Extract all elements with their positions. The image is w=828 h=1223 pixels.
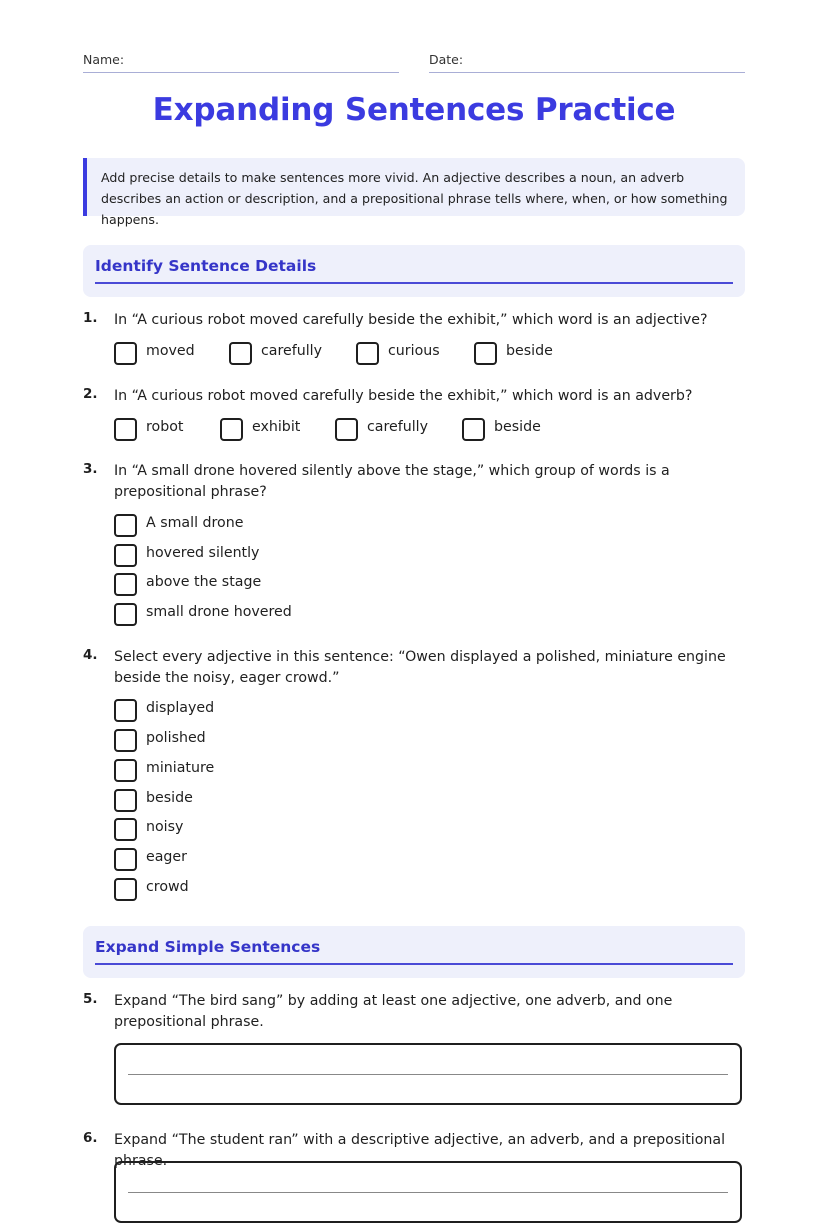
question-number: 3. bbox=[83, 461, 98, 477]
option-label: curious bbox=[388, 343, 440, 359]
question-number: 4. bbox=[83, 647, 98, 663]
header-fields bbox=[83, 52, 745, 74]
answer-line bbox=[128, 1192, 728, 1193]
checkbox[interactable] bbox=[114, 514, 137, 537]
checkbox[interactable] bbox=[114, 818, 137, 841]
checkbox[interactable] bbox=[114, 573, 137, 596]
date-label: Date: bbox=[429, 52, 464, 67]
option-label: A small drone bbox=[146, 515, 244, 531]
section-title: Identify Sentence Details bbox=[95, 255, 733, 284]
question-text: In “A small drone hovered silently above the stage,” which group of words is a prepositional phrase? bbox=[114, 463, 670, 500]
option-label: noisy bbox=[146, 819, 184, 835]
answer-line bbox=[128, 1074, 728, 1075]
checkbox[interactable] bbox=[114, 878, 137, 901]
option-label: miniature bbox=[146, 760, 215, 776]
option-label: beside bbox=[506, 343, 553, 359]
option-label: exhibit bbox=[252, 419, 301, 435]
checkbox[interactable] bbox=[114, 848, 137, 871]
option-label: moved bbox=[146, 343, 195, 359]
checkbox[interactable] bbox=[114, 342, 137, 365]
checkbox[interactable] bbox=[114, 544, 137, 567]
question-text: Select every adjective in this sentence: “Owen displayed a polished, miniature engine beside the noisy, eager crowd.” bbox=[114, 649, 726, 686]
option-label: carefully bbox=[367, 419, 429, 435]
date-field[interactable] bbox=[429, 52, 745, 73]
checkbox[interactable] bbox=[462, 418, 485, 441]
option-label: crowd bbox=[146, 879, 189, 895]
intro-callout: Add precise details to make sentences more vivid. An adjective describes a noun, an adverb describes an action or description, and a prepositional phrase tells where, when, or how something happens. bbox=[83, 158, 745, 216]
option-label: carefully bbox=[261, 343, 323, 359]
option-label: eager bbox=[146, 849, 187, 865]
answer-box[interactable] bbox=[114, 1043, 742, 1105]
option-label: small drone hovered bbox=[146, 604, 292, 620]
option-label: beside bbox=[146, 790, 193, 806]
checkbox[interactable] bbox=[474, 342, 497, 365]
checkbox[interactable] bbox=[114, 729, 137, 752]
checkbox[interactable] bbox=[114, 418, 137, 441]
checkbox[interactable] bbox=[114, 699, 137, 722]
option-label: beside bbox=[494, 419, 541, 435]
checkbox[interactable] bbox=[356, 342, 379, 365]
checkbox[interactable] bbox=[114, 789, 137, 812]
name-label: Name: bbox=[83, 52, 125, 67]
checkbox[interactable] bbox=[114, 759, 137, 782]
question-text: Expand “The student ran” with a descriptive adjective, an adverb, and a prepositional phrase. bbox=[114, 1132, 726, 1169]
question-text: In “A curious robot moved carefully beside the exhibit,” which word is an adverb? bbox=[114, 388, 693, 404]
name-field[interactable] bbox=[83, 52, 399, 73]
question-number: 5. bbox=[83, 991, 98, 1007]
checkbox[interactable] bbox=[229, 342, 252, 365]
option-label: polished bbox=[146, 730, 206, 746]
checkbox[interactable] bbox=[220, 418, 243, 441]
question-text: Expand “The bird sang” by adding at least one adjective, one adverb, and one prepositional phrase. bbox=[114, 993, 673, 1030]
page-title: Expanding Sentences Practice bbox=[152, 92, 676, 128]
checkbox[interactable] bbox=[114, 603, 137, 626]
question-number: 1. bbox=[83, 310, 98, 326]
section-title: Expand Simple Sentences bbox=[95, 936, 733, 965]
question-number: 2. bbox=[83, 386, 98, 402]
question-number: 6. bbox=[83, 1130, 98, 1146]
checkbox[interactable] bbox=[335, 418, 358, 441]
answer-box[interactable] bbox=[114, 1161, 742, 1223]
option-label: displayed bbox=[146, 700, 215, 716]
section-identify bbox=[83, 245, 745, 297]
option-label: above the stage bbox=[146, 574, 262, 590]
option-label: hovered silently bbox=[146, 545, 260, 561]
option-label: robot bbox=[146, 419, 184, 435]
question-text: In “A curious robot moved carefully beside the exhibit,” which word is an adjective? bbox=[114, 312, 708, 328]
section-expand bbox=[83, 926, 745, 978]
